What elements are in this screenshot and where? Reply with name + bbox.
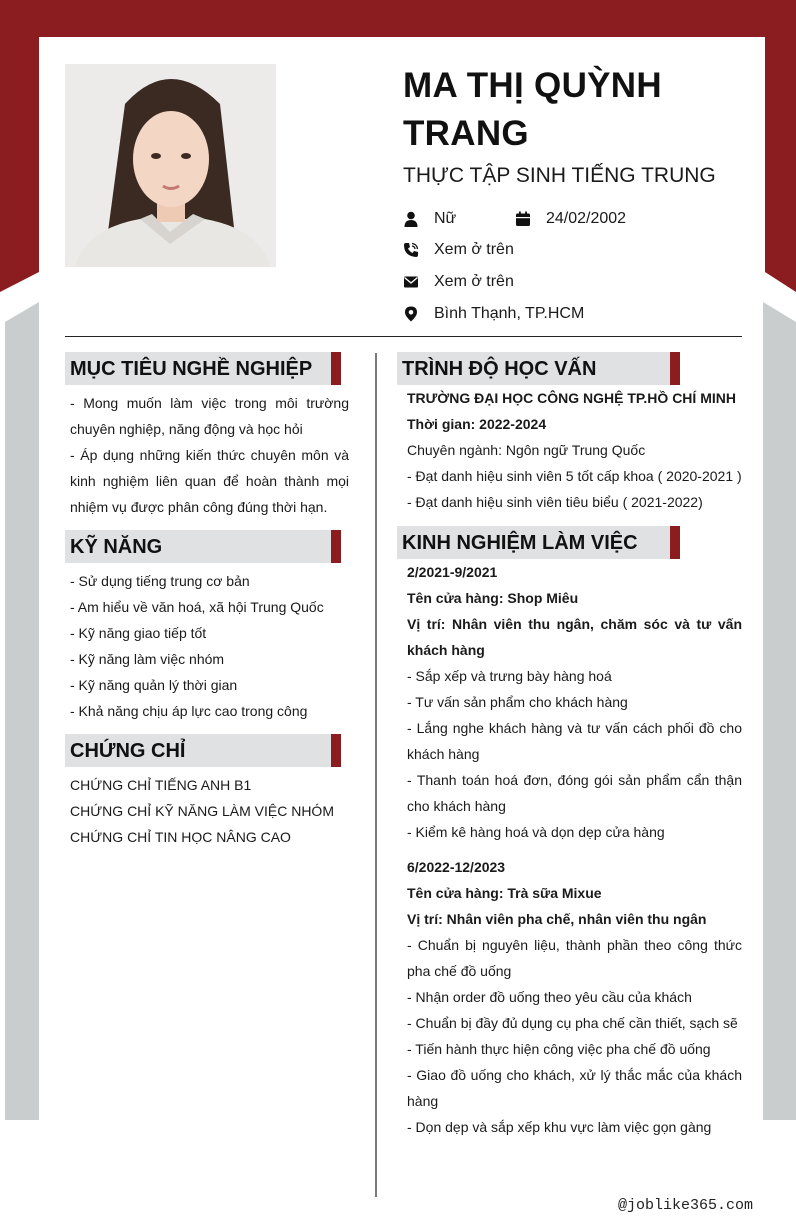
skill-item: - Kỹ năng quản lý thời gian	[70, 677, 238, 693]
experience-job-1	[407, 559, 742, 845]
job-period: 6/2022-12/2023	[407, 859, 506, 875]
education-major: Chuyên ngành: Ngôn ngữ Trung Quốc	[407, 442, 646, 458]
skill-item: - Am hiểu về văn hoá, xã hội Trung Quốc	[70, 599, 324, 615]
objective-text	[70, 390, 349, 520]
header-accent	[331, 734, 341, 767]
education-block	[407, 385, 742, 515]
info-address	[403, 305, 584, 323]
job-title: THỰC TẬP SINH TIẾNG TRUNG	[403, 164, 716, 187]
job-task: - Chuẩn bị đầy đủ dụng cụ pha chế cần thiết, sạch sẽ	[407, 1015, 738, 1031]
section-education-title: TRÌNH ĐỘ HỌC VẤN	[402, 358, 597, 380]
email-value: Xem ở trên	[434, 273, 514, 290]
skills-list	[70, 568, 349, 724]
objective-item: - Mong muốn làm việc trong môi trường chuyên nghiệp, năng động và học hỏi	[70, 395, 349, 437]
section-experience-title: KINH NGHIỆM LÀM VIỆC	[402, 532, 638, 554]
skill-item: - Khả năng chịu áp lực cao trong công	[70, 703, 308, 719]
section-objective-header	[65, 352, 341, 385]
info-gender	[403, 210, 456, 228]
job-task: - Sắp xếp và trưng bày hàng hoá	[407, 668, 612, 684]
job-task: - Dọn dẹp và sắp xếp khu vực làm việc gọn gàng	[407, 1119, 712, 1135]
section-skills-title: KỸ NĂNG	[70, 536, 163, 558]
envelope-icon	[403, 274, 419, 290]
objective-item: - Áp dụng những kiến thức chuyên môn và kinh nghiệm liên quan để hoàn thành mọi nhiệm vụ được phân công đúng thời hạn.	[70, 447, 349, 515]
candidate-name	[403, 62, 743, 158]
job-period: 2/2021-9/2021	[407, 564, 498, 580]
job-task: - Chuẩn bị nguyên liệu, thành phần theo công thức pha chế đồ uống	[407, 937, 742, 979]
info-birthdate	[515, 210, 626, 228]
header-accent	[331, 530, 341, 563]
job-task: - Thanh toán hoá đơn, đóng gói sản phẩm cẩn thận cho khách hàng	[407, 772, 742, 814]
job-task: - Lắng nghe khách hàng và tư vấn cách phối đồ cho khách hàng	[407, 720, 742, 762]
header-accent	[670, 526, 680, 559]
header-accent	[331, 352, 341, 385]
user-icon	[403, 211, 419, 227]
section-experience-header	[397, 526, 680, 559]
phone-icon	[403, 242, 419, 258]
job-task: - Tiến hành thực hiện công việc pha chế đồ uống	[407, 1041, 711, 1057]
section-certificates-header	[65, 734, 341, 767]
name-line-1: MA THỊ QUỲNH	[403, 66, 662, 105]
name-line-2: TRANG	[403, 114, 529, 153]
job-task: - Nhận order đồ uống theo yêu cầu của khách	[407, 989, 692, 1005]
skill-item: - Kỹ năng giao tiếp tốt	[70, 625, 207, 641]
header-accent	[670, 352, 680, 385]
address-value: Bình Thạnh, TP.HCM	[434, 305, 585, 322]
certificate-item: CHỨNG CHỈ TIN HỌC NÂNG CAO	[70, 829, 291, 845]
education-school: TRƯỜNG ĐẠI HỌC CÔNG NGHỆ TP.HỒ CHÍ MINH	[407, 390, 736, 406]
job-store: Tên cửa hàng: Shop Miêu	[407, 590, 579, 606]
skill-item: - Kỹ năng làm việc nhóm	[70, 651, 225, 667]
job-task: - Giao đồ uống cho khách, xử lý thắc mắc của khách hàng	[407, 1067, 742, 1109]
section-objective-title: MỤC TIÊU NGHỀ NGHIỆP	[70, 358, 313, 380]
experience-job-2	[407, 854, 742, 1140]
job-store: Tên cửa hàng: Trà sữa Mixue	[407, 885, 602, 901]
education-achievement: - Đạt danh hiệu sinh viên tiêu biểu ( 2021-2022)	[407, 494, 703, 510]
certificate-item: CHỨNG CHỈ KỸ NĂNG LÀM VIỆC NHÓM	[70, 803, 334, 819]
certificates-list	[70, 772, 349, 850]
gender-value: Nữ	[434, 210, 457, 227]
phone-value: Xem ở trên	[434, 241, 514, 258]
footer-watermark: @joblike365.com	[618, 1197, 754, 1214]
job-position: Vị trí: Nhân viên pha chế, nhân viên thu ngân	[407, 911, 707, 927]
map-marker-icon	[403, 306, 419, 322]
profile-photo	[65, 64, 276, 267]
info-phone	[403, 241, 514, 259]
skill-item: - Sử dụng tiếng trung cơ bản	[70, 573, 250, 589]
section-skills-header	[65, 530, 341, 563]
section-education-header	[397, 352, 680, 385]
info-email	[403, 273, 514, 291]
job-task: - Tư vấn sản phẩm cho khách hàng	[407, 694, 628, 710]
calendar-icon	[515, 211, 531, 227]
header-divider	[65, 336, 742, 337]
certificate-item: CHỨNG CHỈ TIẾNG ANH B1	[70, 777, 252, 793]
column-divider	[375, 353, 377, 1197]
job-position: Vị trí: Nhân viên thu ngân, chăm sóc và tư vấn khách hàng	[407, 616, 742, 658]
job-task: - Kiểm kê hàng hoá và dọn dẹp cửa hàng	[407, 824, 665, 840]
education-achievement: - Đạt danh hiệu sinh viên 5 tốt cấp khoa ( 2020-2021 )	[407, 468, 742, 484]
education-period: Thời gian: 2022-2024	[407, 416, 547, 432]
birthdate-value: 24/02/2002	[546, 210, 627, 227]
section-certificates-title: CHỨNG CHỈ	[70, 740, 186, 762]
